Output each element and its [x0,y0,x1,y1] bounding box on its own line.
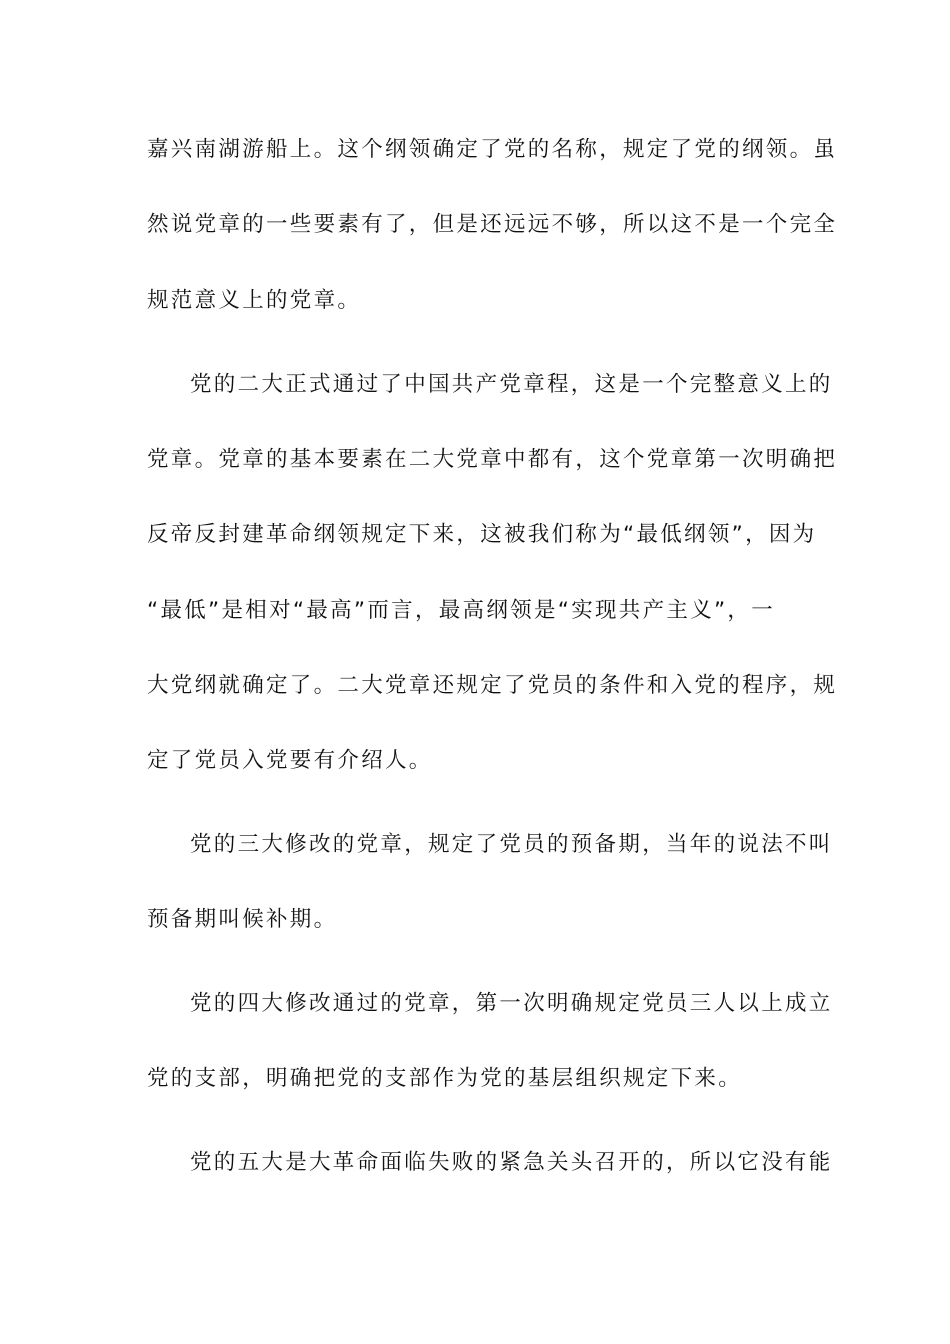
text-line: 预备期叫候补期。 [147,907,338,932]
text-line: 嘉兴南湖游船上。这个纲领确定了党的名称，规定了党的纲领。虽 [147,137,838,162]
text-line: 党章。党章的基本要素在二大党章中都有，这个党章第一次明确把 [147,447,838,472]
text-line: 反帝反封建革命纲领规定下来，这被我们称为“最低纲领”，因为 [147,522,817,547]
text-line: 定了党员入党要有介绍人。 [147,748,433,773]
text-line: 党的支部，明确把党的支部作为党的基层组织规定下来。 [147,1066,743,1091]
text-line: 大党纲就确定了。二大党章还规定了党员的条件和入党的程序，规 [147,673,838,698]
paragraph-first-line: 党的五大是大革命面临失败的紧急关头召开的，所以它没有能 [190,1150,833,1175]
text-line: 然说党章的一些要素有了，但是还远远不够，所以这不是一个完全 [147,212,838,237]
text-line: “最低”是相对“最高”而言，最高纲领是“实现共产主义”，一 [147,598,776,623]
paragraph-first-line: 党的三大修改的党章，规定了党员的预备期，当年的说法不叫 [190,832,833,857]
text-line: 规范意义上的党章。 [147,288,362,313]
paragraph-first-line: 党的四大修改通过的党章，第一次明确规定党员三人以上成立 [190,991,833,1016]
paragraph-first-line: 党的二大正式通过了中国共产党章程，这是一个完整意义上的 [190,372,833,397]
